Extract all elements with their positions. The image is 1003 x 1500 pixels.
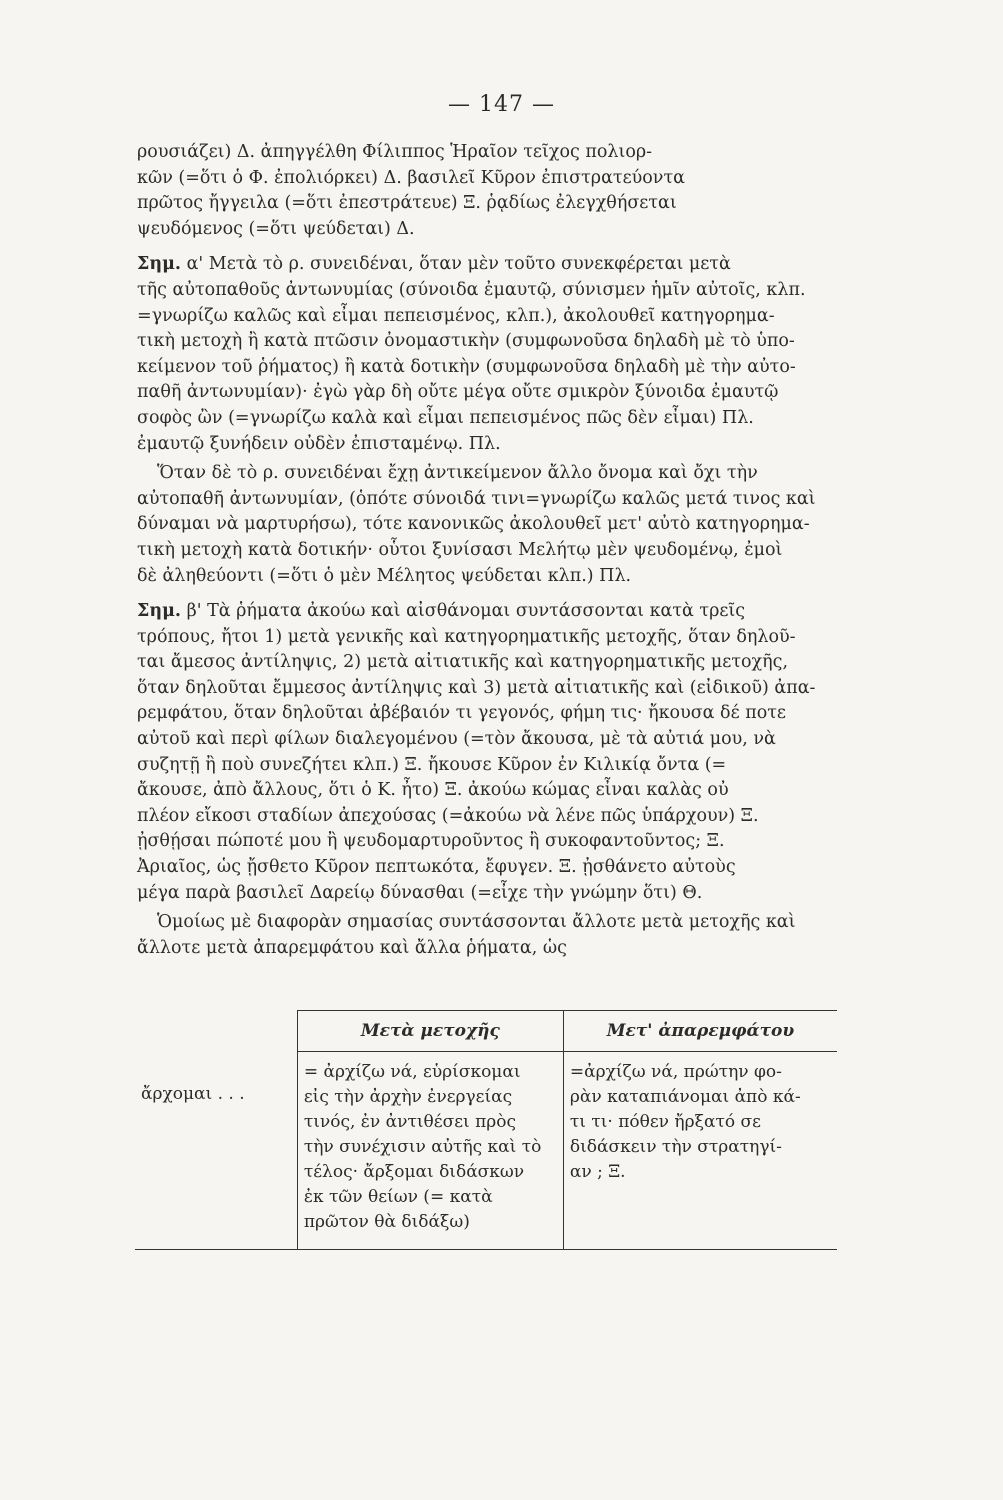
table-header-verb (135, 1011, 297, 1052)
text-line: αὐτοῦ καὶ περὶ φίλων διαλεγομένου (=τὸν ἄκουσα, μὲ τὰ αὐτιά μου, νὰ (137, 729, 776, 750)
text-line: ὅταν δηλοῦται ἔμμεσος ἀντίληψις καὶ 3) μετὰ αἰτιατικῆς καὶ (εἰδικοῦ) ἀπα- (137, 677, 816, 698)
note-b (137, 599, 837, 906)
page-number: — 147 — (448, 92, 555, 117)
cell-line: αν ; Ξ. (569, 1162, 626, 1182)
cell-line: ἐκ τῶν θείων (= κατὰ (303, 1187, 493, 1207)
text-line: σοφὸς ὢν (=γνωρίζω καλὰ καὶ εἶμαι πεπεισμένος πῶς δὲν εἶμαι) Πλ. (137, 407, 754, 428)
text-line: τρόπους, ἤτοι 1) μετὰ γενικῆς καὶ κατηγορηματικῆς μετοχῆς, ὅταν δηλοῦ- (137, 626, 796, 647)
note-label: Σημ. (137, 601, 181, 622)
cell-line: = ἀρχίζω νά, εὑρίσκομαι (303, 1062, 521, 1082)
cell-line: τι τι· πόθεν ἤρξατό σε (569, 1112, 761, 1132)
table-cell-verb: ἄρχομαι . . . (135, 1052, 297, 1250)
text-line (137, 252, 837, 278)
note-a (137, 252, 837, 457)
cell-line: τινός, ἐν ἀντιθέσει πρὸς (303, 1112, 517, 1132)
text-line: Ὁμοίως μὲ διαφορὰν σημασίας συντάσσονται ἄλλοτε μετὰ μετοχῆς καὶ (157, 912, 796, 933)
text-line: παθῆ ἀντωνυμίαν)· ἐγὼ γὰρ δὴ οὔτε μέγα οὔτε σμικρὸν ξύνοιδα ἐμαυτῷ (137, 382, 779, 403)
body-text (137, 140, 837, 961)
table-header-row (135, 1011, 837, 1052)
cell-line: διδάσκειν τὴν στρατηγί- (569, 1137, 782, 1157)
text-line: τῆς αὐτοπαθοῦς ἀντωνυμίας (σύνοιδα ἐμαυτῷ, σύνισμεν ἡμῖν αὐτοῖς, κλπ. (137, 279, 806, 300)
table-header-infinitive: Μετ' ἀπαρεμφάτου (563, 1011, 837, 1052)
note-label: Σημ. (137, 254, 181, 275)
cell-line: ρὰν καταπιάνομαι ἀπὸ κά- (569, 1087, 801, 1107)
text-line: ρεμφάτου, ὅταν δηλοῦται ἀβέβαιόν τι γεγονός, φήμη τις· ἤκουσα δέ ποτε (137, 703, 786, 724)
text-line (137, 599, 837, 625)
text-line: ἄλλοτε μετὰ ἀπαρεμφάτου καὶ ἄλλα ῥήματα, ὡς (137, 937, 567, 958)
text-line: πρῶτος ἤγγειλα (=ὅτι ἐπεστράτευε) Ξ. ῥᾳδίως ἐλεγχθήσεται (137, 193, 677, 214)
text-line: Ἀριαῖος, ὡς ᾔσθετο Κῦρον πεπτωκότα, ἔφυγεν. Ξ. ᾐσθάνετο αὐτοὺς (137, 857, 736, 878)
text-line: τικὴ μετοχὴ ἢ κατὰ πτῶσιν ὀνομαστικὴν (συμφωνοῦσα δηλαδὴ μὲ τὸ ὑπο- (137, 331, 795, 352)
opening-paragraph (137, 140, 837, 242)
cell-line: τὴν συνέχισιν αὐτῆς καὶ τὸ (303, 1137, 542, 1157)
text-line: ται ἄμεσος ἀντίληψις, 2) μετὰ αἰτιατικῆς καὶ κατηγορηματικῆς μετοχῆς, (137, 652, 789, 673)
text-line: συζητῇ ἢ ποὺ συνεζήτει κλπ.) Ξ. ἤκουσε Κῦρον ἐν Κιλικίᾳ ὄντα (= (137, 754, 727, 775)
text-line: =γνωρίζω καλῶς καὶ εἶμαι πεπεισμένος, κλπ.), ἀκολουθεῖ κατηγορημα- (137, 305, 775, 326)
text-line: ἐμαυτῷ ξυνήδειν οὐδὲν ἐπισταμένῳ. Πλ. (137, 433, 501, 454)
verb-table (135, 1010, 837, 1250)
text-line: αὐτοπαθῆ ἀντωνυμίαν, (ὁπότε σύνοιδά τινι=γνωρίζω καλῶς μετά τινος καὶ (137, 488, 816, 509)
table-header-participle: Μετὰ μετοχῆς (297, 1011, 563, 1052)
text-fragment: α' Μετὰ τὸ ρ. συνειδέναι, ὅταν μὲν τοῦτο συνεκφέρεται μετὰ (186, 254, 731, 275)
text-line: ψευδόμενος (=ὅτι ψεύδεται) Δ. (137, 218, 415, 239)
text-fragment: β' Τὰ ῥήματα ἀκούω καὶ αἰσθάνομαι συντάσσονται κατὰ τρεῖς (186, 601, 746, 622)
text-line: κείμενον τοῦ ῥήματος) ἢ κατὰ δοτικὴν (συμφωνοῦσα δηλαδὴ μὲ τὴν αὐτο- (137, 356, 796, 377)
otan-paragraph (137, 461, 837, 589)
table-cell-participle (297, 1052, 563, 1250)
text-line: Ὅταν δὲ τὸ ρ. συνειδέναι ἔχῃ ἀντικείμενον ἄλλο ὄνομα καὶ ὄχι τὴν (157, 463, 758, 484)
text-line: δύναμαι νὰ μαρτυρήσω), τότε κανονικῶς ἀκολουθεῖ μετ' αὐτὸ κατηγορημα- (137, 514, 810, 535)
omoios-paragraph (137, 910, 837, 961)
cell-line: τέλος· ἄρξομαι διδάσκων (303, 1162, 525, 1182)
cell-line: εἰς τὴν ἀρχὴν ἐνεργείας (303, 1087, 513, 1107)
text-line: ᾐσθῄσαι πώποτέ μου ἢ ψευδομαρτυροῦντος ἢ συκοφαντοῦντος; Ξ. (137, 831, 725, 852)
text-line: δὲ ἀληθεύοντι (=ὅτι ὁ μὲν Μέλητος ψεύδεται κλπ.) Πλ. (137, 565, 632, 586)
table-row (135, 1052, 837, 1250)
cell-line: =ἀρχίζω νά, πρώτην φο- (569, 1062, 782, 1082)
text-line: πλέον εἴκοσι σταδίων ἀπεχούσας (=ἀκούω νὰ λένε πῶς ὑπάρχουν) Ξ. (137, 805, 759, 826)
cell-line: πρῶτον θὰ διδάξω) (303, 1212, 470, 1232)
text-line: κῶν (=ὅτι ὁ Φ. ἐπολιόρκει) Δ. βασιλεῖ Κῦρον ἐπιστρατεύοντα (137, 167, 685, 188)
text-line: ἄκουσε, ἀπὸ ἄλλους, ὅτι ὁ Κ. ἦτο) Ξ. ἀκούω κώμας εἶναι καλὰς οὐ (137, 780, 729, 801)
table-cell-infinitive (563, 1052, 837, 1250)
text-line: ρουσιάζει) Δ. ἀπηγγέλθη Φίλιππος Ἡραῖον τεῖχος πολιορ- (137, 142, 653, 162)
text-line: τικὴ μετοχὴ κατὰ δοτικήν· οὗτοι ξυνίσασι Μελήτῳ μὲν ψευδομένῳ, ἐμοὶ (137, 539, 783, 560)
text-line: μέγα παρὰ βασιλεῖ Δαρείῳ δύνασθαι (=εἶχε τὴν γνώμην ὅτι) Θ. (137, 882, 703, 903)
